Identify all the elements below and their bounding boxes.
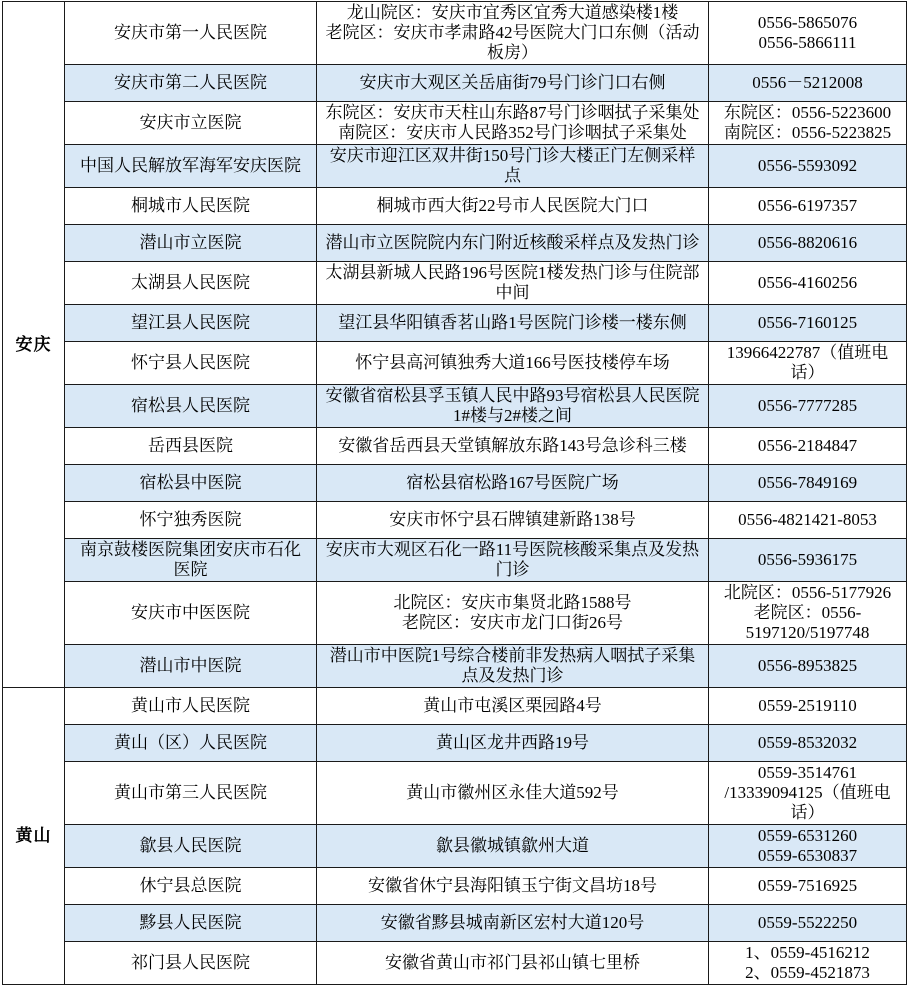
phone-line: 0559-2519110	[758, 696, 857, 715]
address-cell	[317, 725, 709, 762]
address-cell	[317, 262, 709, 305]
phone-cell	[709, 582, 907, 645]
phone-cell	[709, 262, 907, 305]
table-row	[3, 225, 907, 262]
phone-cell	[709, 145, 907, 188]
city-cell: 安庆	[3, 2, 65, 688]
address-cell	[317, 465, 709, 502]
hospital-name-cell: 安庆市第一人民医院	[65, 2, 317, 65]
address-line: 老院区：安庆市孝肃路42号医院大门口东侧（活动板房）	[325, 23, 700, 62]
phone-line: 0556-5865076	[757, 13, 858, 32]
phone-line: 0556-5936175	[757, 550, 858, 569]
hospital-name-cell: 休宁县总医院	[65, 868, 317, 905]
address-line: 南院区：安庆市人民路352号门诊咽拭子采集处	[338, 123, 687, 142]
phone-line: 0556-7160125	[757, 313, 858, 332]
address-cell	[317, 305, 709, 342]
address-line: 怀宁县高河镇独秀大道166号医技楼停车场	[355, 353, 670, 372]
phone-line: 0556-7777285	[757, 396, 858, 415]
hospital-contact-table	[2, 1, 907, 985]
phone-line: 0556－5212008	[752, 73, 863, 92]
phone-line: 0559-5522250	[757, 913, 858, 932]
phone-cell	[709, 305, 907, 342]
phone-line: 0556-4160256	[757, 273, 858, 292]
phone-line: 1、0559-4516212	[745, 943, 870, 962]
phone-cell	[709, 428, 907, 465]
table-row	[3, 188, 907, 225]
address-line: 歙县徽城镇歙州大道	[436, 836, 589, 855]
address-cell	[317, 385, 709, 428]
table-row	[3, 825, 907, 868]
table-row	[3, 539, 907, 582]
phone-line: 0559-7516925	[757, 876, 858, 895]
address-cell	[317, 868, 709, 905]
address-line: 潜山市立医院院内东门附近核酸采样点及发热门诊	[325, 233, 700, 252]
hospital-name-cell: 中国人民解放军海军安庆医院	[65, 145, 317, 188]
phone-cell	[709, 942, 907, 985]
table-row	[3, 342, 907, 385]
address-line: 望江县华阳镇香茗山路1号医院门诊楼一楼东侧	[338, 313, 687, 332]
address-line: 潜山市中医院1号综合楼前非发热病人咽拭子采集点及发热门诊	[329, 646, 696, 685]
phone-line: 0559-6531260	[757, 826, 858, 845]
table-row	[3, 2, 907, 65]
address-cell	[317, 225, 709, 262]
hospital-name-cell: 南京鼓楼医院集团安庆市石化医院	[65, 539, 317, 582]
table-row	[3, 145, 907, 188]
hospital-name-cell: 怀宁独秀医院	[65, 502, 317, 539]
hospital-name-cell: 潜山市立医院	[65, 225, 317, 262]
phone-line: 0556-5866111	[758, 33, 857, 52]
hospital-name-cell: 黄山市第三人民医院	[65, 762, 317, 825]
phone-line: 0556-8820616	[757, 233, 858, 252]
address-cell	[317, 582, 709, 645]
address-line: 宿松县宿松路167号医院广场	[406, 473, 619, 492]
table-row	[3, 725, 907, 762]
phone-line: 0556-2184847	[757, 436, 858, 455]
phone-line: 北院区：0556-5177926	[723, 583, 892, 602]
phone-line: 0556-8953825	[757, 656, 858, 675]
hospital-name-cell: 祁门县人民医院	[65, 942, 317, 985]
phone-line: 南院区：0556-5223825	[723, 123, 892, 142]
phone-line: 0559-3514761	[757, 763, 858, 782]
address-line: 安徽省休宁县海阳镇玉宁街文昌坊18号	[368, 876, 657, 895]
address-cell	[317, 762, 709, 825]
address-cell	[317, 342, 709, 385]
phone-line: /13339094125（值班电话）	[724, 783, 891, 822]
address-line: 安庆市迎江区双井街150号门诊大楼正门左侧采样点	[329, 146, 696, 185]
phone-cell	[709, 342, 907, 385]
hospital-name-cell: 太湖县人民医院	[65, 262, 317, 305]
table-row	[3, 688, 907, 725]
phone-cell	[709, 65, 907, 102]
address-cell	[317, 688, 709, 725]
address-line: 黄山区龙井西路19号	[436, 733, 589, 752]
address-line: 桐城市西大街22号市人民医院大门口	[376, 196, 649, 215]
hospital-name-cell: 潜山市中医院	[65, 645, 317, 688]
address-line: 黄山市屯溪区栗园路4号	[423, 696, 602, 715]
phone-cell	[709, 825, 907, 868]
table-row	[3, 305, 907, 342]
address-line: 安徽省黟县城南新区宏村大道120号	[380, 913, 645, 932]
hospital-name-cell: 黄山市人民医院	[65, 688, 317, 725]
phone-cell	[709, 868, 907, 905]
table-row	[3, 385, 907, 428]
hospital-name-cell: 黟县人民医院	[65, 905, 317, 942]
phone-line: 13966422787（值班电话）	[726, 343, 889, 382]
table-row	[3, 102, 907, 145]
hospital-name-cell: 怀宁县人民医院	[65, 342, 317, 385]
phone-line: 2、0559-4521873	[745, 963, 870, 982]
address-line: 安徽省岳西县天堂镇解放东路143号急诊科三楼	[338, 436, 687, 455]
hospital-name-cell: 安庆市第二人民医院	[65, 65, 317, 102]
hospital-name-cell: 安庆市立医院	[65, 102, 317, 145]
address-line: 东院区：安庆市天柱山东路87号门诊咽拭子采集处	[325, 103, 700, 122]
hospital-name-cell: 岳西县医院	[65, 428, 317, 465]
phone-cell	[709, 762, 907, 825]
hospital-name-cell: 歙县人民医院	[65, 825, 317, 868]
address-line: 安徽省黄山市祁门县祁山镇七里桥	[385, 953, 640, 972]
address-line: 安庆市大观区石化一路11号医院核酸采集点及发热门诊	[325, 540, 700, 579]
address-line: 安庆市大观区关岳庙街79号门诊门口右侧	[359, 73, 666, 92]
phone-line: 0559-8532032	[757, 733, 858, 752]
address-line: 老院区：安庆市龙门口街26号	[402, 613, 623, 632]
phone-cell	[709, 688, 907, 725]
phone-line: 老院区：0556-5197120/5197748	[745, 603, 870, 642]
phone-cell	[709, 539, 907, 582]
hospital-name-cell: 黄山（区）人民医院	[65, 725, 317, 762]
address-cell	[317, 645, 709, 688]
address-line: 黄山市徽州区永佳大道592号	[406, 783, 619, 802]
address-line: 北院区：安庆市集贤北路1588号	[393, 593, 632, 612]
table-row	[3, 905, 907, 942]
table-row	[3, 762, 907, 825]
address-cell	[317, 188, 709, 225]
address-cell	[317, 428, 709, 465]
address-line: 安徽省宿松县孚玉镇人民中路93号宿松县人民医院1#楼与2#楼之间	[325, 386, 700, 425]
phone-line: 0556-5593092	[757, 156, 858, 175]
phone-line: 0556-7849169	[757, 473, 858, 492]
table-body	[3, 2, 907, 985]
address-line: 太湖县新城人民路196号医院1楼发热门诊与住院部中间	[325, 263, 700, 302]
phone-cell	[709, 905, 907, 942]
address-cell	[317, 825, 709, 868]
hospital-name-cell: 宿松县人民医院	[65, 385, 317, 428]
phone-cell	[709, 465, 907, 502]
table-row	[3, 502, 907, 539]
phone-cell	[709, 502, 907, 539]
table-row	[3, 645, 907, 688]
table-row	[3, 582, 907, 645]
phone-cell	[709, 2, 907, 65]
phone-line: 0556-4821421-8053	[738, 510, 877, 529]
hospital-name-cell: 桐城市人民医院	[65, 188, 317, 225]
table-row	[3, 428, 907, 465]
address-line: 安庆市怀宁县石牌镇建新路138号	[389, 510, 636, 529]
address-cell	[317, 905, 709, 942]
phone-cell	[709, 102, 907, 145]
hospital-name-cell: 安庆市中医医院	[65, 582, 317, 645]
address-cell	[317, 65, 709, 102]
address-cell	[317, 145, 709, 188]
phone-cell	[709, 385, 907, 428]
phone-cell	[709, 225, 907, 262]
hospital-name-cell: 宿松县中医院	[65, 465, 317, 502]
phone-line: 0559-6530837	[757, 846, 858, 865]
hospital-name-cell: 望江县人民医院	[65, 305, 317, 342]
table-row	[3, 465, 907, 502]
phone-line: 东院区：0556-5223600	[723, 103, 892, 122]
phone-cell	[709, 645, 907, 688]
table-row	[3, 262, 907, 305]
address-line: 龙山院区：安庆市宜秀区宜秀大道感染楼1楼	[346, 3, 679, 22]
phone-cell	[709, 188, 907, 225]
address-cell	[317, 502, 709, 539]
phone-line: 0556-6197357	[757, 196, 858, 215]
table-row	[3, 65, 907, 102]
address-cell	[317, 102, 709, 145]
table-row	[3, 942, 907, 985]
table-row	[3, 868, 907, 905]
phone-cell	[709, 725, 907, 762]
address-cell	[317, 2, 709, 65]
address-cell	[317, 942, 709, 985]
address-cell	[317, 539, 709, 582]
city-cell: 黄山	[3, 688, 65, 985]
